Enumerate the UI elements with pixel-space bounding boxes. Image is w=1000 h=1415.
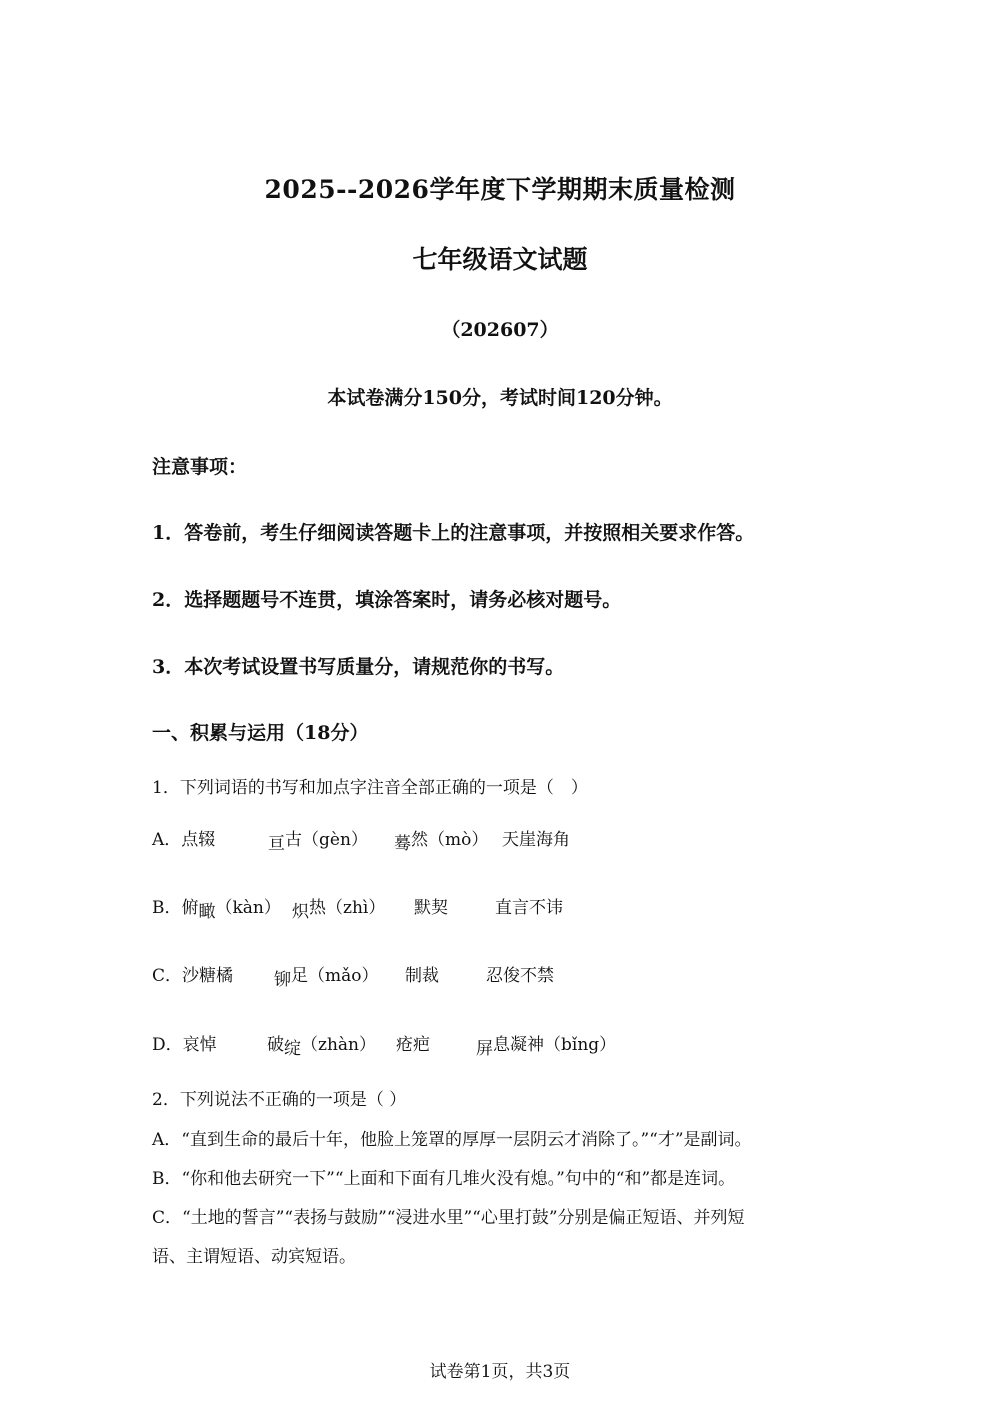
option-c-word-4: 忍俊不禁	[486, 966, 554, 986]
notice-item-3: 3．本次考试设置书写质量分，请规范你的书写。	[152, 656, 565, 678]
option-b-word-2-rest: 热（zhì）	[309, 898, 386, 918]
exam-subtitle: 七年级语文试题	[412, 245, 588, 274]
question-2-stem: 2．下列说法不正确的一项是（ ）	[152, 1090, 407, 1110]
option-c-word-2	[274, 961, 379, 990]
question-1-option-c	[152, 961, 852, 991]
dotted-char: 屏	[476, 1039, 493, 1059]
option-d-word-2-a: 破	[267, 1035, 284, 1055]
option-c-label: C．沙糖橘	[152, 966, 234, 986]
option-a-label: A．点辍	[152, 830, 216, 850]
notice-item-2: 2．选择题题号不连贯，填涂答案时，请务必核对题号。	[152, 589, 622, 611]
option-b-word-3: 默契	[414, 898, 448, 918]
option-b-word-4: 直言不讳	[495, 898, 563, 918]
option-a-word-2-rest: 古（gèn）	[285, 830, 368, 850]
option-b-word-1	[152, 893, 281, 922]
dotted-char: 铆	[274, 970, 291, 990]
notice-title: 注意事项：	[152, 456, 248, 478]
option-c-word-2-rest: 足（mǎo）	[291, 966, 379, 986]
exam-code: （202607）	[441, 319, 559, 341]
option-c-word-3: 制裁	[405, 966, 439, 986]
option-b-word-2	[292, 893, 386, 922]
notice-item-1: 1．答卷前，考生仔细阅读答题卡上的注意事项，并按照相关要求作答。	[152, 522, 755, 544]
option-a-word-4: 天崖海角	[502, 830, 570, 850]
question-2-line-3: C．“土地的誓言”“表扬与鼓励”“浸进水里”“心里打鼓”分别是偏正短语、并列短	[152, 1208, 745, 1228]
section-title: 一、积累与运用（18分）	[152, 722, 369, 744]
exam-info: 本试卷满分150分，考试时间120分钟。	[327, 387, 673, 409]
option-a-word-3-rest: 然（mò）	[411, 830, 489, 850]
option-d-word-2-rest: （zhàn）	[301, 1035, 376, 1055]
exam-title: 2025--2026学年度下学期期末质量检测	[264, 175, 736, 204]
dotted-char: 炽	[292, 902, 309, 922]
dotted-char: 瞰	[198, 902, 216, 922]
page-footer: 试卷第1页，共3页	[429, 1362, 571, 1382]
option-d-word-4	[476, 1030, 617, 1059]
question-1-option-a	[152, 825, 852, 855]
option-a-word-3	[394, 825, 489, 854]
question-1-option-d	[152, 1030, 852, 1060]
question-2-line-2: B．“你和他去研究一下”“上面和下面有几堆火没有熄。”句中的“和”都是连词。	[152, 1169, 736, 1189]
question-2-line-1: A．“直到生命的最后十年，他脸上笼罩的厚厚一层阴云才消除了。”“才”是副词。	[152, 1130, 752, 1150]
question-1-stem: 1．下列词语的书写和加点字注音全部正确的一项是（ ）	[152, 778, 588, 798]
dotted-char: 亘	[268, 834, 285, 854]
option-d-word-4-rest: 息凝神（bǐng）	[493, 1035, 617, 1055]
dotted-char: 绽	[284, 1039, 301, 1059]
option-d-label: D．哀悼	[152, 1035, 217, 1055]
option-d-word-2	[267, 1030, 376, 1059]
option-d-word-3: 疮疤	[396, 1035, 430, 1055]
option-b-word-1-rest: （kàn）	[215, 898, 281, 918]
question-2-line-4: 语、主谓短语、动宾短语。	[152, 1247, 356, 1267]
question-1-option-b	[152, 893, 852, 923]
option-b-label: B．俯	[152, 898, 199, 918]
option-a-word-2	[268, 825, 368, 854]
dotted-char: 蓦	[394, 834, 411, 854]
